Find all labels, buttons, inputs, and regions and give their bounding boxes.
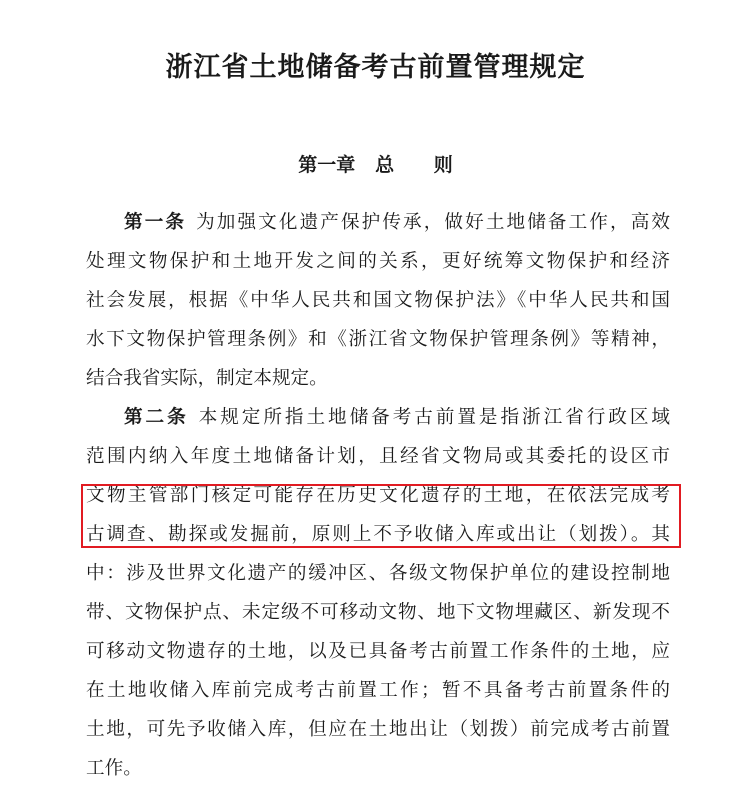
article-line: 工作。 xyxy=(86,758,142,779)
article-line: 水下文物保护管理条例》和《浙江省文物保护管理条例》等精神， xyxy=(86,329,670,350)
article-line: 在土地收储入库前完成考古前置工作；暂不具备考古前置条件的 xyxy=(86,680,670,701)
article-label: 第二条 xyxy=(124,407,189,428)
article-line xyxy=(124,399,670,437)
article-line: 可移动文物遗存的土地，以及已具备考古前置工作条件的土地，应 xyxy=(86,641,670,662)
article-line: 处理文物保护和土地开发之间的关系，更好统筹文物保护和经济 xyxy=(86,251,670,272)
chapter-name-part1: 总 xyxy=(375,154,395,176)
article-line: 范围内纳入年度土地储备计划，且经省文物局或其委托的设区市 xyxy=(86,446,670,467)
chapter-heading xyxy=(0,148,751,182)
article-text: 本规定所指土地储备考古前置是指浙江省行政区域 xyxy=(198,407,670,428)
article-line: 古调查、勘探或发掘前，原则上不予收储入库或出让（划拨）。其 xyxy=(86,524,670,545)
article-line: 带、文物保护点、未定级不可移动文物、地下文物埋藏区、新发现不 xyxy=(86,602,670,623)
article-line: 中：涉及世界文化遗产的缓冲区、各级文物保护单位的建设控制地 xyxy=(86,563,670,584)
article-label: 第一条 xyxy=(124,212,187,233)
article-line: 文物主管部门核定可能存在历史文化遗存的土地，在依法完成考 xyxy=(86,485,670,506)
chapter-number: 第一章 xyxy=(298,154,356,176)
article-text: 为加强文化遗产保护传承，做好土地储备工作，高效 xyxy=(196,212,670,233)
article-line: 土地，可先予收储入库，但应在土地出让（划拨）前完成考古前置 xyxy=(86,719,670,740)
article-line: 结合我省实际，制定本规定。 xyxy=(86,368,328,389)
chapter-name-part2: 则 xyxy=(433,154,453,176)
article-line: 社会发展，根据《中华人民共和国文物保护法》《中华人民共和国 xyxy=(86,290,670,311)
document-title: 浙江省土地储备考古前置管理规定 xyxy=(165,52,586,83)
article-line xyxy=(124,204,670,242)
